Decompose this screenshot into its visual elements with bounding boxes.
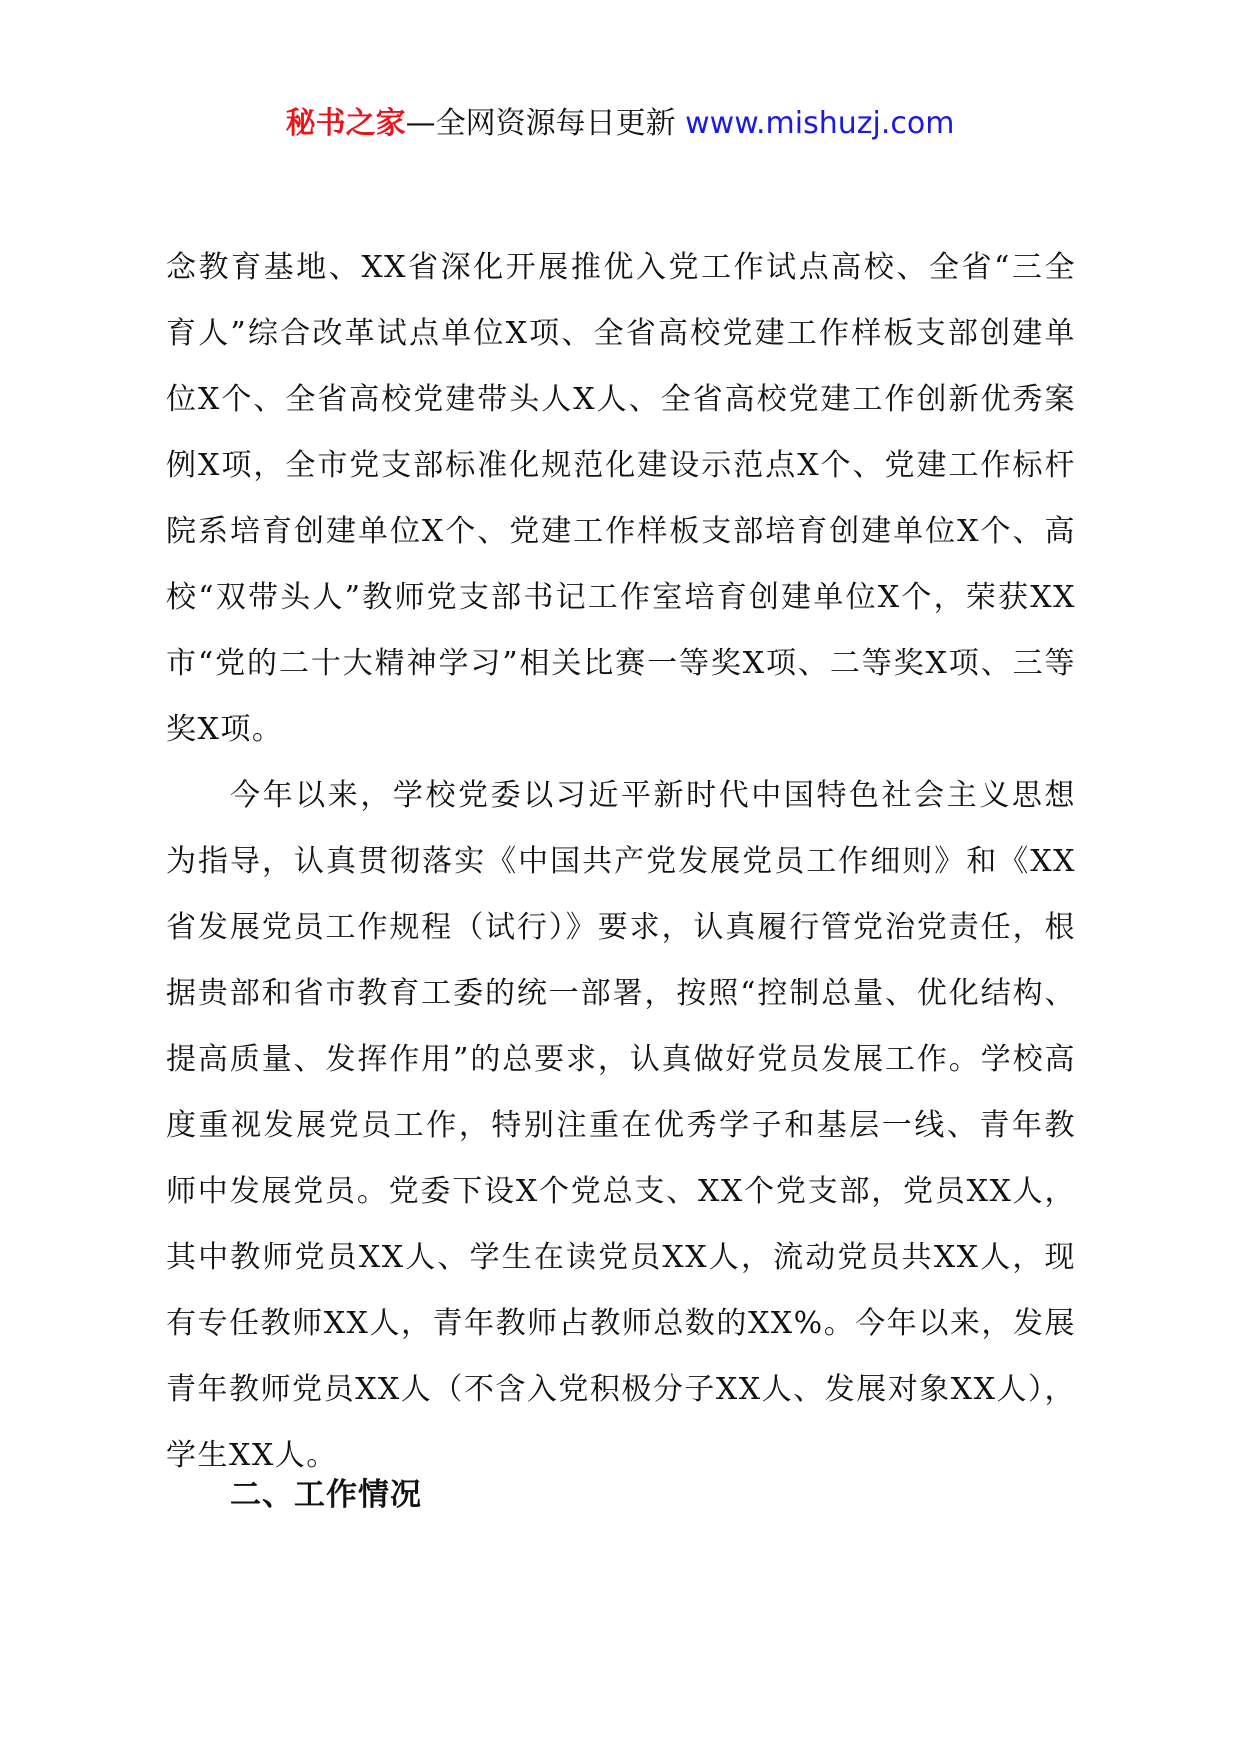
page-header [0,100,1240,148]
paragraph-this-year: 今年以来，学校党委以习近平新时代中国特色社会主义思想为指导，认真贯彻落实《中国共产党发展党员工作细则》和《XX省发展党员工作规程（试行）》要求，认真履行管党治党责任，根据贵部和省市教育工委的统一部署，按照“控制总量、优化结构、提高质量、发挥作用”的总要求，认真做好党员发展工作。学校高度重视发展党员工作，特别注重在优秀学子和基层一线、青年教师中发展党员。党委下设X个党总支、XX个党支部，党员XX人，其中教师党员XX人、学生在读党员XX人，流动党员共XX人，现有专任教师XX人，青年教师占教师总数的XX%。今年以来，发展青年教师党员XX人（不含入党积极分子XX人、发展对象XX人），学生XX人。 [166,778,1076,1473]
paragraph-continued: 念教育基地、XX省深化开展推优入党工作试点高校、全省“三全育人”综合改革试点单位X项、全省高校党建工作样板支部创建单位X个、全省高校党建带头人X人、全省高校党建工作创新优秀案例X项，全市党支部标准化规范化建设示范点X个、党建工作标杆院系培育创建单位X个、党建工作样板支部培育创建单位X个、高校“双带头人”教师党支部书记工作室培育创建单位X个，荣获XX市“党的二十大精神学习”相关比赛一等奖X项、二等奖X项、三等奖X项。 [166,250,1076,747]
section-heading: 二、工作情况 [230,1477,422,1513]
header-url-link[interactable]: www.mishuzj.com [685,106,955,141]
document-body [166,235,1076,1489]
header-tagline: —全网资源每日更新 [405,106,686,141]
header-brand: 秘书之家 [285,106,406,141]
